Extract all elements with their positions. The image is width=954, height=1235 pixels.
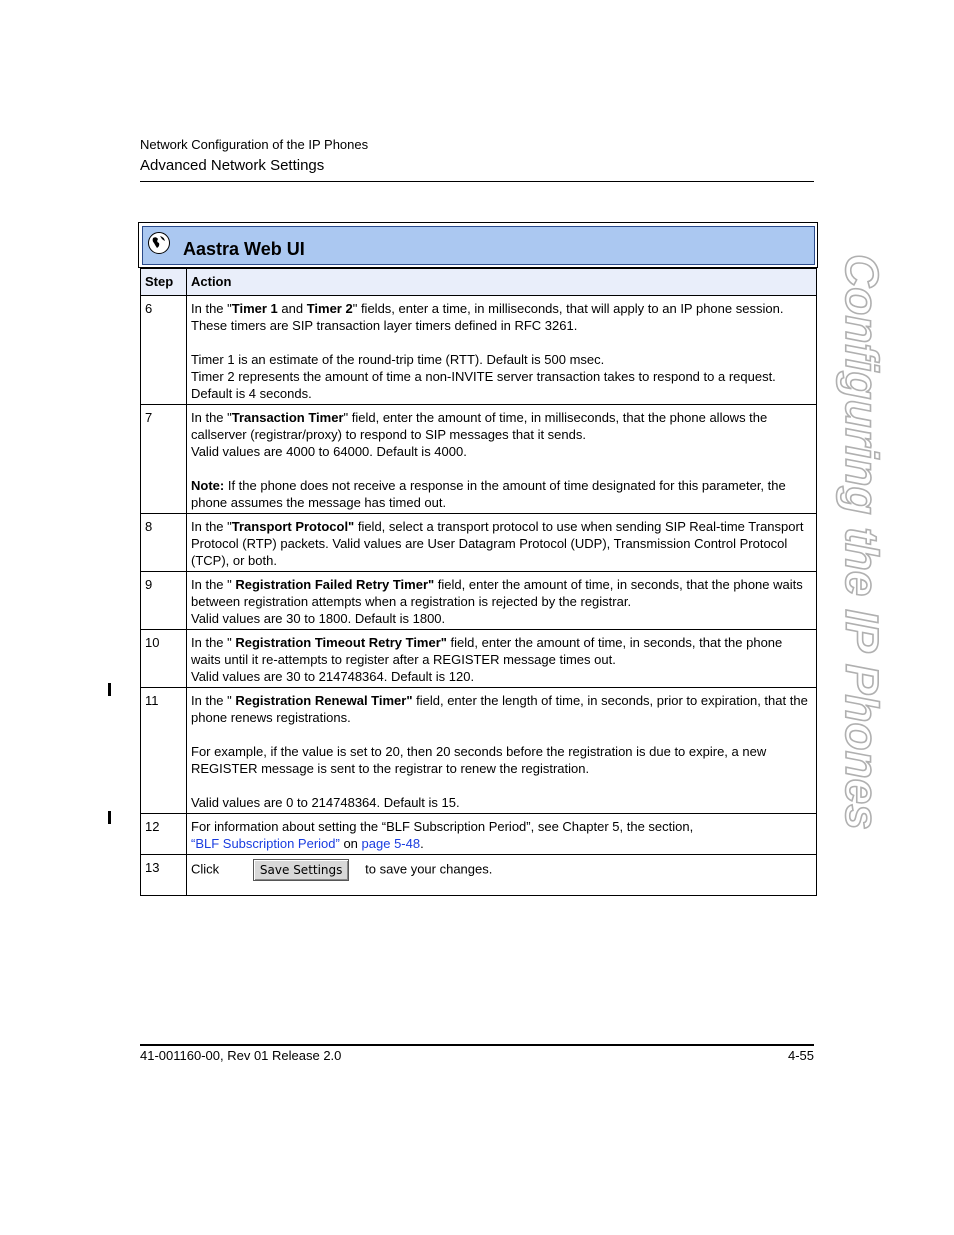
table-row xyxy=(141,296,817,405)
table-row xyxy=(141,572,817,630)
step-action: In the "Transport Protocol" field, select a transport protocol to use when sending SIP Real-time Transport Protocol (RTP) packets. Valid values are User Datagram Protocol (UDP), Transmission Control Protocol (TCP), or both. xyxy=(187,514,817,572)
step-action: In the " Registration Renewal Timer" field, enter the length of time, in seconds, prior to expiration, that the phone renews registrations. For example, if the value is set to 20, then 20 seconds before the registration is due to expire, a new REGISTER message is sent to the registrar to renew the registration. Valid values are 0 to 214748364. Default is 15. xyxy=(187,688,817,814)
step-action: In the " Registration Failed Retry Timer" field, enter the amount of time, in seconds, that the phone waits between registration attempts when a registration is rejected by the registrar. Valid values are 30 to 1800. Default is 1800. xyxy=(187,572,817,630)
column-header-step: Step xyxy=(141,269,187,296)
step-number: 7 xyxy=(141,405,187,514)
step-number: 8 xyxy=(141,514,187,572)
banner-bar xyxy=(142,226,815,265)
aastra-web-ui-banner xyxy=(138,222,818,268)
step-number: 13 xyxy=(141,855,187,896)
table-row xyxy=(141,688,817,814)
page-reference-link[interactable]: page 5-48 xyxy=(361,836,421,851)
table-row xyxy=(141,630,817,688)
globe-icon xyxy=(148,232,170,254)
step-action: In the " Registration Timeout Retry Timer" field, enter the amount of time, in seconds, that the phone waits until it re-attempts to register after a REGISTER message times out. Valid values are 30 to 214748364. Default is 120. xyxy=(187,630,817,688)
step-number: 9 xyxy=(141,572,187,630)
table-row xyxy=(141,405,817,514)
save-settings-button[interactable]: Save Settings xyxy=(253,859,349,881)
side-chapter-title: Configuring the IP Phones xyxy=(836,254,888,830)
table-header-row xyxy=(141,269,817,296)
footer-page-number: 4-55 xyxy=(787,1048,814,1063)
change-bar xyxy=(108,811,111,824)
running-header-section: Advanced Network Settings xyxy=(140,157,325,174)
steps-table xyxy=(140,268,817,896)
column-header-action: Action xyxy=(187,269,817,296)
footer-document-id: 41-001160-00, Rev 01 Release 2.0 xyxy=(140,1048,342,1063)
step-number: 12 xyxy=(141,814,187,855)
step-number: 6 xyxy=(141,296,187,405)
step-number: 10 xyxy=(141,630,187,688)
running-header-chapter: Network Configuration of the IP Phones xyxy=(140,137,369,152)
step-number: 11 xyxy=(141,688,187,814)
change-bar xyxy=(108,683,111,696)
table-row xyxy=(141,514,817,572)
step-action: In the "Transaction Timer" field, enter the amount of time, in milliseconds, that the phone allows the callserver (registrar/proxy) to respond to SIP messages that it sends. Valid values are 4000 to 64000. Default is 4000. Note: If the phone does not receive a response in the amount of time designated for this parameter, the phone assumes the message has timed out. xyxy=(187,405,817,514)
blf-subscription-link[interactable]: “BLF Subscription Period” xyxy=(191,836,340,851)
table-row xyxy=(141,855,817,896)
header-divider xyxy=(140,181,814,182)
table-row xyxy=(141,814,817,855)
step-action: Click Save Settings to save your changes. xyxy=(187,855,817,896)
footer-divider xyxy=(140,1044,814,1046)
step-action: For information about setting the “BLF Subscription Period”, see Chapter 5, the section, “BLF Subscription Period” on page 5-48. xyxy=(187,814,817,855)
step-action: In the "Timer 1 and Timer 2" fields, enter a time, in milliseconds, that will apply to an IP phone session. These timers are SIP transaction layer timers defined in RFC 3261. Timer 1 is an estimate of the round-trip time (RTT). Default is 500 msec. Timer 2 represents the amount of time a non-INVITE server transaction takes to respond to a request. Default is 4 seconds. xyxy=(187,296,817,405)
banner-title: Aastra Web UI xyxy=(183,239,305,259)
